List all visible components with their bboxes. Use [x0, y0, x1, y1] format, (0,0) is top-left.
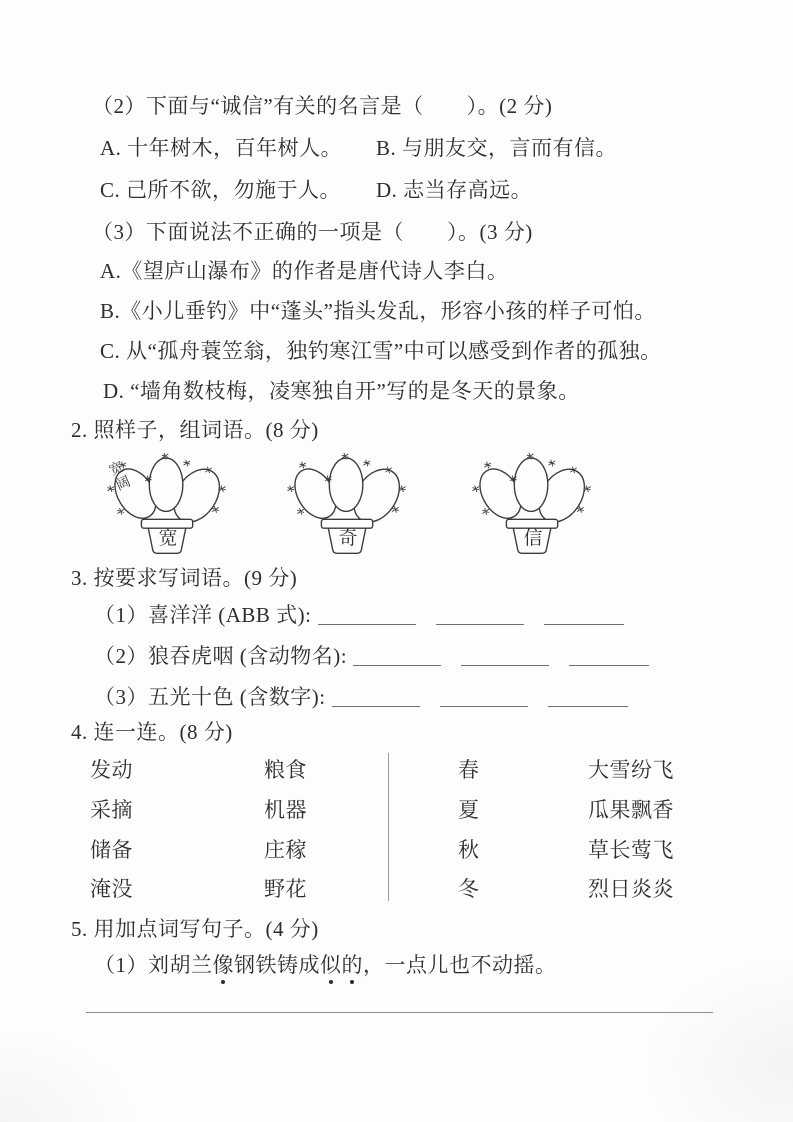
q3-item-3-label: （3）五光十色 (含数字):: [94, 685, 326, 709]
blank-line: [544, 610, 624, 625]
q4-phrase: 草长莺飞: [588, 838, 674, 862]
q3-item-1: [94, 602, 638, 628]
q5-sentence-seg3: ，一点儿也不动摇。: [363, 953, 557, 977]
cactus-illustration-1: [96, 452, 244, 556]
q4-noun: 庄稼: [264, 838, 307, 862]
match-section-divider: [388, 753, 389, 901]
q4-verb: 储备: [90, 838, 133, 862]
blank-line: [440, 692, 528, 707]
blank-line: [569, 651, 649, 666]
q4-verb: 采摘: [90, 798, 133, 822]
q4-season: 冬: [458, 877, 480, 901]
q5-dotted-word: 似: [320, 953, 342, 977]
q4-season: 夏: [458, 798, 480, 822]
q1-sub2-prompt: （2）下面与“诚信”有关的名言是（ ）。(2 分): [92, 94, 553, 118]
cactus-illustration-3: [461, 452, 609, 556]
q5-sentence: [94, 952, 557, 978]
cactus-2-pot-word: 奇: [338, 528, 358, 549]
q1-sub3-prompt: （3）下面说法不正确的一项是（ ）。(3 分): [92, 220, 533, 244]
q3-item-3: [94, 684, 642, 710]
blank-line: [318, 610, 416, 625]
q5-dotted-word: 的: [341, 953, 363, 977]
q1-sub2-option-a: A. 十年树木，百年树人。: [100, 136, 343, 160]
q4-season: 秋: [458, 838, 480, 862]
cactus-3-pot-word: 信: [523, 528, 543, 549]
q3-title: 3. 按要求写词语。(9 分): [71, 566, 298, 590]
cactus-1-example-word: 宽阔: [105, 459, 132, 495]
q4-phrase: 烈日炎炎: [588, 877, 674, 901]
q4-season: 春: [458, 758, 480, 782]
q4-phrase: 大雪纷飞: [588, 758, 674, 782]
q4-noun: 机器: [264, 798, 307, 822]
blank-line: [332, 692, 420, 707]
q5-dotted-word: 像: [212, 953, 234, 977]
blank-line: [436, 610, 524, 625]
blank-line: [353, 651, 441, 666]
blank-line: [461, 651, 549, 666]
q1-sub3-option-c: C. 从“孤舟蓑笠翁，独钓寒江雪”中可以感受到作者的孤独。: [100, 339, 662, 363]
q1-sub2-option-b: B. 与朋友交，言而有信。: [376, 136, 618, 160]
q1-sub3-option-a: A.《望庐山瀑布》的作者是唐代诗人李白。: [100, 259, 509, 283]
q3-item-2: [94, 643, 663, 669]
q1-sub3-option-d: D. “墙角数枝梅，凌寒独自开”写的是冬天的景象。: [103, 379, 580, 403]
q4-title: 4. 连一连。(8 分): [71, 720, 233, 744]
q4-verb: 淹没: [90, 877, 133, 901]
q4-phrase: 瓜果飘香: [588, 798, 674, 822]
q3-item-2-label: （2）狼吞虎咽 (含动物名):: [94, 644, 348, 668]
q1-sub2-option-d: D. 志当存高远。: [376, 178, 533, 202]
cactus-1-pot-word: 宽: [158, 528, 178, 549]
q1-sub2-option-c: C. 己所不欲，勿施于人。: [100, 178, 342, 202]
q5-sentence-seg2: 钢铁铸成: [234, 953, 320, 977]
q5-sentence-seg1: （1）刘胡兰: [94, 953, 213, 977]
blank-line: [548, 692, 628, 707]
q2-title: 2. 照样子，组词语。(8 分): [71, 418, 319, 442]
q1-sub3-option-b: B.《小儿垂钓》中“蓬头”指头发乱，形容小孩的样子可怕。: [100, 299, 656, 323]
cactus-illustration-2: [276, 452, 424, 556]
q4-noun: 野花: [264, 877, 307, 901]
answer-line: [86, 1012, 713, 1013]
q4-noun: 粮食: [264, 758, 307, 782]
q4-verb: 发动: [90, 758, 133, 782]
q5-title: 5. 用加点词写句子。(4 分): [71, 917, 319, 941]
q3-item-1-label: （1）喜洋洋 (ABB 式):: [94, 603, 312, 627]
